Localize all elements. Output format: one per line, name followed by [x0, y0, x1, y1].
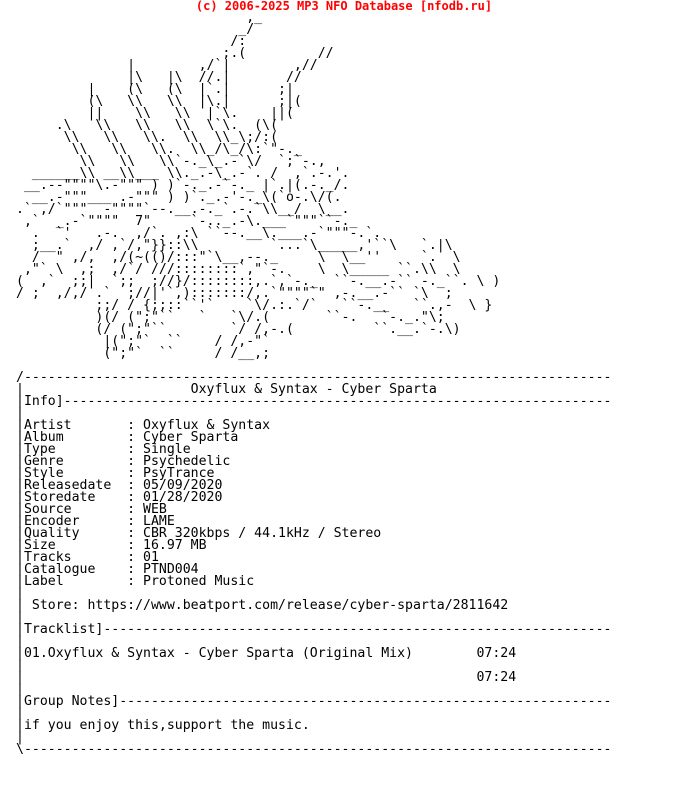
art-line: || \\ \\ |`\. ||( — [16, 106, 294, 121]
art-line: ______\\ __\\___ \\._.-\_.-`. / ,`.-.'. — [16, 166, 350, 181]
section-notes: |Group Notes]-------------------------------------------------------------- — [16, 694, 612, 709]
track-row: |01.Oxyflux & Syntax - Cyber Sparta (Original Mix) 07:24 — [16, 646, 517, 661]
frame-line: | — [16, 706, 24, 721]
art-line: ;.( // — [16, 46, 334, 61]
info-row: |Source : WEB — [16, 502, 167, 517]
frame-bottom: \-------------------------------------------------------------------------- — [16, 742, 612, 757]
info-row: |Catalogue : PTND004 — [16, 562, 199, 577]
info-row: |Album : Cyber Sparta — [16, 430, 239, 445]
art-line: ,` _.-`"""" 7" `-.._.-\.___`"""``-._ — [16, 214, 358, 229]
art-line: ;__.` ,/ ,`/,"}}::\\ `...`\_____,'``\ `.|\ — [16, 238, 453, 253]
frame-line: | — [16, 730, 24, 745]
info-row: |Artist : Oxyflux & Syntax — [16, 418, 271, 433]
frame-line: | — [16, 406, 24, 421]
notes-text: |if you enjoy this,support the music. — [16, 718, 310, 733]
art-line: ,_ — [16, 10, 263, 25]
art-line: . `' .-. ,/`. ,:\ ``--.__\.___.-`"""-.`. — [16, 226, 382, 241]
info-row: |Storedate : 01/28/2020 — [16, 490, 223, 505]
nfo-text — [16, 12, 611, 756]
art-line: / ; ,/,/ .` ;//|'`,):::::::/,.`""""`" ,-.__.-`` `\ ; — [16, 286, 453, 301]
art-line: .\ \\ \\ \\ \`\. (\( — [16, 118, 279, 133]
frame-line: | — [16, 610, 24, 625]
section-tracklist: |Tracklist]---------------------------------------------------------------- — [16, 622, 612, 637]
art-line: _/ — [16, 22, 255, 37]
art-line: |(";"` `` / /,-"` — [16, 334, 271, 349]
info-row: |Style : PsyTrance — [16, 466, 215, 481]
section-info: |Info]--------------------------------------------------------------------- — [16, 394, 612, 409]
art-line: ;;/ / {;;::``'` `\/.:.`/` ``-.__ ``.,- \ } — [16, 298, 493, 313]
art-line: |\ |\ //.| // — [16, 70, 302, 85]
info-row: |Quality : CBR 320kbps / 44.1kHz / Stereo — [16, 526, 382, 541]
art-line: (";"` `` / /__,; — [16, 346, 271, 361]
info-row: |Size : 16.97 MB — [16, 538, 207, 553]
info-row: |Encoder : LAME — [16, 514, 175, 529]
info-row: |Genre : Psychedelic — [16, 454, 231, 469]
info-row: |Tracks : 01 — [16, 550, 159, 565]
total-time: | 07:24 — [16, 670, 517, 685]
art-line: __.--""""\.-""" ) )`-._.-`-._ |`.|(.-._/. — [16, 178, 350, 193]
art-line: | (\ (\ |`.| ;| — [16, 82, 294, 97]
art-line: / " ,/, ,/(~(()/:::"`\__,--._ \ \__'' `. \ — [16, 250, 461, 265]
frame-line: | — [16, 586, 24, 601]
art-line: \\ \\ \\. \\_/\_/\:`"-._ — [16, 142, 302, 157]
art-line: __.-"""___ .-""" ) )`._.-'-._\(`o-.\/(. — [16, 190, 342, 205]
nfodb-header: (c) 2006-2025 MP3 NFO Database [nfodb.ru] — [195, 0, 493, 13]
info-row: |Type : Single — [16, 442, 191, 457]
info-row: |Label : Protoned Music — [16, 574, 255, 589]
art-line: /: — [16, 34, 247, 49]
art-line: \\ \\ \\`-._\_.-`\/ `;`-., — [16, 154, 326, 169]
art-line: \\ \\ \\. \\ \\_\;/:( — [16, 130, 279, 145]
art-line: (\ \\ \\ |\.| ;|( — [16, 94, 302, 109]
art-line: .` ,/`""" -""""`--.__.-._`.-.`\\__/ \__. — [16, 202, 350, 217]
art-line: ( ,` ;;| `;; ;//}/::::::::,.`,`-._ ``-.__.-`` -._``. \ ) — [16, 274, 501, 289]
release-title: | Oxyflux & Syntax - Cyber Sparta — [16, 382, 437, 397]
art-line: )(/ (";"`` ` `\/.( ``-. `-._."\; — [16, 310, 445, 325]
info-row: |Releasedate : 05/09/2020 — [16, 478, 223, 493]
frame-top: /-------------------------------------------------------------------------- — [16, 370, 612, 385]
frame-line: | — [16, 682, 24, 697]
store-line: | Store: https://www.beatport.com/release/cyber-sparta/2811642 — [16, 598, 509, 613]
frame-line: | — [16, 634, 24, 649]
art-line: (/ (";"`` `/ /,-.( ``.__.`-.\) — [16, 322, 461, 337]
art-line: | ,/`| ,// — [16, 58, 318, 73]
frame-line: | — [16, 658, 24, 673]
art-line: ,"` \ ,; ,/`/ ///::::::::`,"`-. \ \_____ ``.\\ \ — [16, 262, 461, 277]
